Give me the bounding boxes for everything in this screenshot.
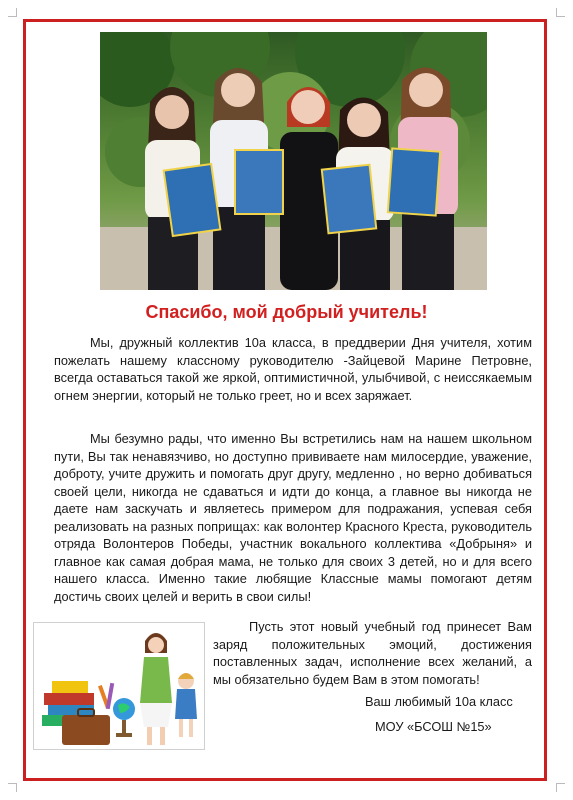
- paragraph-gratitude: Мы безумно рады, что именно Вы встретились нам на нашем школьном пути, Вы так ненавязчиво, но доступно прививаете нам милосердие, уважение, доброту, учите дружить и помогать друг другу, медленно , но верно добиваться своей цели, никогда не сдаваться и идти до конца, а главное вы никогда не даете нам заскучать и являетесь примером для подражания, успевая себя реализовать на разных поприщах: как волонтер Красного Креста, руководитель отряда Волонтеров Победы, участник вокального коллектива «Добрыня» и главное как самая добрая мама, не только для своих 3 детей, но и для всего нашего класса. Именно такие любящие Классные мамы помогают детям достичь своих целей и верить в свои силы!: [54, 431, 532, 604]
- signature-school: МОУ «БСОШ №15»: [375, 719, 492, 734]
- signature-class: Ваш любимый 10а класс: [365, 694, 513, 709]
- teacher-clipart: [33, 622, 205, 750]
- crop-mark: [8, 8, 17, 17]
- group-photo: [100, 32, 487, 290]
- paragraph-greeting: Мы, дружный коллектив 10а класса, в преддверии Дня учителя, хотим пожелать нашему классному руководителю -Зайцевой Марине Петровне, всегда оставаться такой же яркой, оптимистичной, улыбчивой, с неиссякаемым огнем энергии, который не только греет, но и всех заряжает.: [54, 335, 532, 403]
- crop-mark: [556, 783, 565, 792]
- crop-mark: [556, 8, 565, 17]
- crop-mark: [8, 783, 17, 792]
- paragraph-wish: Пусть этот новый учебный год принесет Вам заряд положительных эмоций, достижения поставленных задач, исполнение всех желаний, а мы обязательно будем Вам в этом помогать!: [213, 619, 532, 687]
- page-title: Спасибо, мой добрый учитель!: [145, 302, 428, 322]
